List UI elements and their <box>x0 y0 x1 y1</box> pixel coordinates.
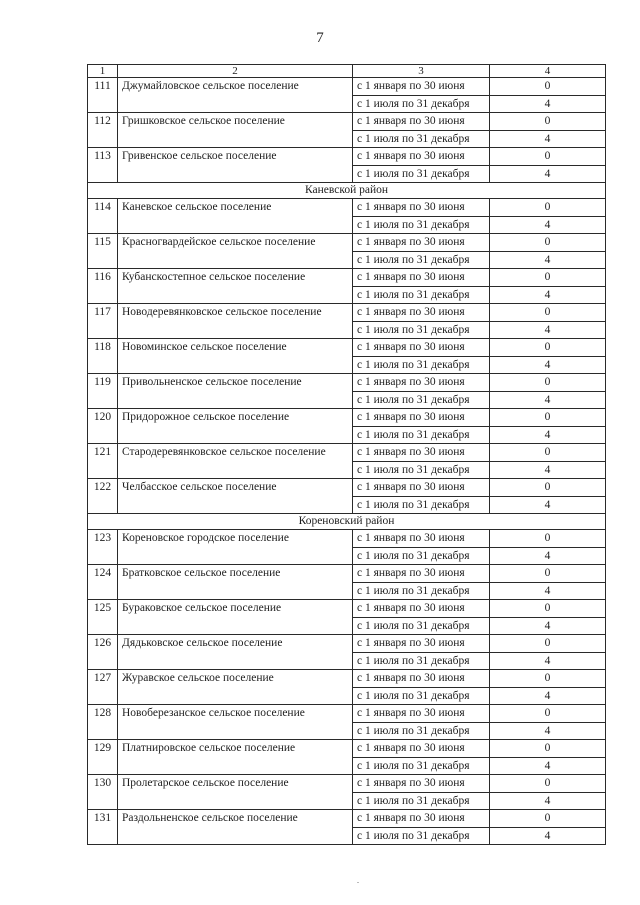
value-first-half: 0 <box>490 530 606 548</box>
row-number: 117 <box>88 304 118 339</box>
value-second-half: 4 <box>490 95 606 113</box>
value-first-half: 0 <box>490 740 606 758</box>
period-first-half: с 1 января по 30 июня <box>353 600 490 618</box>
table-row <box>88 740 606 758</box>
value-first-half: 0 <box>490 409 606 427</box>
settlement-name: Гривенское сельское поселение <box>118 148 353 183</box>
period-first-half: с 1 января по 30 июня <box>353 409 490 427</box>
row-number: 124 <box>88 565 118 600</box>
period-first-half: с 1 января по 30 июня <box>353 479 490 497</box>
period-second-half: с 1 июля по 31 декабря <box>353 391 490 409</box>
table-row <box>88 565 606 583</box>
period-first-half: с 1 января по 30 июня <box>353 635 490 653</box>
period-second-half: с 1 июля по 31 декабря <box>353 95 490 113</box>
value-first-half: 0 <box>490 775 606 793</box>
value-second-half: 4 <box>490 321 606 339</box>
value-second-half: 4 <box>490 687 606 705</box>
value-second-half: 4 <box>490 722 606 740</box>
scan-mark <box>357 882 359 883</box>
table-row <box>88 304 606 322</box>
row-number: 116 <box>88 269 118 304</box>
settlements-table <box>87 64 606 845</box>
table-row <box>88 479 606 497</box>
table-row <box>88 269 606 287</box>
value-first-half: 0 <box>490 78 606 96</box>
row-number: 120 <box>88 409 118 444</box>
row-number: 118 <box>88 339 118 374</box>
table-body <box>88 65 606 845</box>
settlement-name: Гришковское сельское поселение <box>118 113 353 148</box>
value-second-half: 4 <box>490 356 606 374</box>
settlement-name: Кубанскостепное сельское поселение <box>118 269 353 304</box>
row-number: 121 <box>88 444 118 479</box>
period-second-half: с 1 июля по 31 декабря <box>353 757 490 775</box>
value-second-half: 4 <box>490 792 606 810</box>
value-second-half: 4 <box>490 426 606 444</box>
period-second-half: с 1 июля по 31 декабря <box>353 216 490 234</box>
period-second-half: с 1 июля по 31 декабря <box>353 286 490 304</box>
row-number: 130 <box>88 775 118 810</box>
settlement-name: Джумайловское сельское поселение <box>118 78 353 113</box>
table-row <box>88 78 606 96</box>
value-second-half: 4 <box>490 130 606 148</box>
row-number: 113 <box>88 148 118 183</box>
settlement-name: Платнировское сельское поселение <box>118 740 353 775</box>
row-number: 125 <box>88 600 118 635</box>
settlement-name: Стародеревянковское сельское поселение <box>118 444 353 479</box>
row-number: 111 <box>88 78 118 113</box>
settlement-name: Новодеревянковское сельское поселение <box>118 304 353 339</box>
row-number: 114 <box>88 199 118 234</box>
value-first-half: 0 <box>490 670 606 688</box>
period-second-half: с 1 июля по 31 декабря <box>353 251 490 269</box>
settlement-name: Привольненское сельское поселение <box>118 374 353 409</box>
period-second-half: с 1 июля по 31 декабря <box>353 165 490 183</box>
row-number: 131 <box>88 810 118 845</box>
table-row <box>88 635 606 653</box>
value-first-half: 0 <box>490 374 606 392</box>
period-second-half: с 1 июля по 31 декабря <box>353 617 490 635</box>
value-second-half: 4 <box>490 461 606 479</box>
value-second-half: 4 <box>490 652 606 670</box>
value-first-half: 0 <box>490 339 606 357</box>
row-number: 128 <box>88 705 118 740</box>
settlement-name: Раздольненское сельское поселение <box>118 810 353 845</box>
period-first-half: с 1 января по 30 июня <box>353 444 490 462</box>
value-second-half: 4 <box>490 547 606 565</box>
row-number: 112 <box>88 113 118 148</box>
row-number: 115 <box>88 234 118 269</box>
table-row <box>88 199 606 217</box>
region-title: Каневской район <box>88 183 606 199</box>
period-first-half: с 1 января по 30 июня <box>353 740 490 758</box>
period-first-half: с 1 января по 30 июня <box>353 199 490 217</box>
table-row <box>88 444 606 462</box>
value-second-half: 4 <box>490 165 606 183</box>
settlement-name: Челбасское сельское поселение <box>118 479 353 514</box>
value-first-half: 0 <box>490 234 606 252</box>
table-row <box>88 705 606 723</box>
period-first-half: с 1 января по 30 июня <box>353 339 490 357</box>
value-second-half: 4 <box>490 496 606 514</box>
value-first-half: 0 <box>490 705 606 723</box>
period-second-half: с 1 июля по 31 декабря <box>353 426 490 444</box>
region-header-row <box>88 514 606 530</box>
table-row <box>88 409 606 427</box>
settlement-name: Дядьковское сельское поселение <box>118 635 353 670</box>
settlement-name: Кореновское городское поселение <box>118 530 353 565</box>
row-number: 119 <box>88 374 118 409</box>
period-first-half: с 1 января по 30 июня <box>353 269 490 287</box>
period-second-half: с 1 июля по 31 декабря <box>353 652 490 670</box>
value-first-half: 0 <box>490 810 606 828</box>
value-first-half: 0 <box>490 479 606 497</box>
header-col-3: 3 <box>353 65 490 78</box>
row-number: 123 <box>88 530 118 565</box>
value-first-half: 0 <box>490 269 606 287</box>
period-first-half: с 1 января по 30 июня <box>353 775 490 793</box>
region-title: Кореновский район <box>88 514 606 530</box>
settlement-name: Бураковское сельское поселение <box>118 600 353 635</box>
period-first-half: с 1 января по 30 июня <box>353 113 490 131</box>
table-row <box>88 775 606 793</box>
page-number: 7 <box>316 30 324 46</box>
period-second-half: с 1 июля по 31 декабря <box>353 687 490 705</box>
period-first-half: с 1 января по 30 июня <box>353 234 490 252</box>
settlement-name: Братковское сельское поселение <box>118 565 353 600</box>
settlement-name: Красногвардейское сельское поселение <box>118 234 353 269</box>
value-first-half: 0 <box>490 148 606 166</box>
period-first-half: с 1 января по 30 июня <box>353 530 490 548</box>
period-first-half: с 1 января по 30 июня <box>353 374 490 392</box>
value-second-half: 4 <box>490 251 606 269</box>
value-first-half: 0 <box>490 113 606 131</box>
period-first-half: с 1 января по 30 июня <box>353 78 490 96</box>
value-second-half: 4 <box>490 391 606 409</box>
table-row <box>88 810 606 828</box>
settlement-name: Пролетарское сельское поселение <box>118 775 353 810</box>
row-number: 127 <box>88 670 118 705</box>
table-row <box>88 530 606 548</box>
value-first-half: 0 <box>490 444 606 462</box>
period-second-half: с 1 июля по 31 декабря <box>353 461 490 479</box>
row-number: 126 <box>88 635 118 670</box>
period-second-half: с 1 июля по 31 декабря <box>353 130 490 148</box>
period-second-half: с 1 июля по 31 декабря <box>353 321 490 339</box>
period-second-half: с 1 июля по 31 декабря <box>353 582 490 600</box>
value-second-half: 4 <box>490 617 606 635</box>
settlement-name: Новоминское сельское поселение <box>118 339 353 374</box>
row-number: 122 <box>88 479 118 514</box>
header-col-4: 4 <box>490 65 606 78</box>
region-header-row <box>88 183 606 199</box>
value-second-half: 4 <box>490 827 606 845</box>
settlement-name: Каневское сельское поселение <box>118 199 353 234</box>
period-first-half: с 1 января по 30 июня <box>353 565 490 583</box>
table-row <box>88 148 606 166</box>
value-first-half: 0 <box>490 600 606 618</box>
table-row <box>88 670 606 688</box>
table-row <box>88 339 606 357</box>
value-first-half: 0 <box>490 565 606 583</box>
value-first-half: 0 <box>490 635 606 653</box>
value-second-half: 4 <box>490 582 606 600</box>
table-row <box>88 113 606 131</box>
value-first-half: 0 <box>490 199 606 217</box>
period-first-half: с 1 января по 30 июня <box>353 670 490 688</box>
value-second-half: 4 <box>490 286 606 304</box>
period-first-half: с 1 января по 30 июня <box>353 705 490 723</box>
header-col-1: 1 <box>88 65 118 78</box>
table-header-row <box>88 65 606 78</box>
settlement-name: Придорожное сельское поселение <box>118 409 353 444</box>
value-first-half: 0 <box>490 304 606 322</box>
value-second-half: 4 <box>490 216 606 234</box>
period-second-half: с 1 июля по 31 декабря <box>353 792 490 810</box>
header-col-2: 2 <box>118 65 353 78</box>
period-second-half: с 1 июля по 31 декабря <box>353 722 490 740</box>
period-first-half: с 1 января по 30 июня <box>353 810 490 828</box>
table-row <box>88 374 606 392</box>
settlement-name: Новоберезанское сельское поселение <box>118 705 353 740</box>
period-second-half: с 1 июля по 31 декабря <box>353 547 490 565</box>
period-second-half: с 1 июля по 31 декабря <box>353 496 490 514</box>
table-row <box>88 600 606 618</box>
period-first-half: с 1 января по 30 июня <box>353 148 490 166</box>
row-number: 129 <box>88 740 118 775</box>
period-first-half: с 1 января по 30 июня <box>353 304 490 322</box>
period-second-half: с 1 июля по 31 декабря <box>353 356 490 374</box>
period-second-half: с 1 июля по 31 декабря <box>353 827 490 845</box>
settlement-name: Журавское сельское поселение <box>118 670 353 705</box>
table-row <box>88 234 606 252</box>
value-second-half: 4 <box>490 757 606 775</box>
